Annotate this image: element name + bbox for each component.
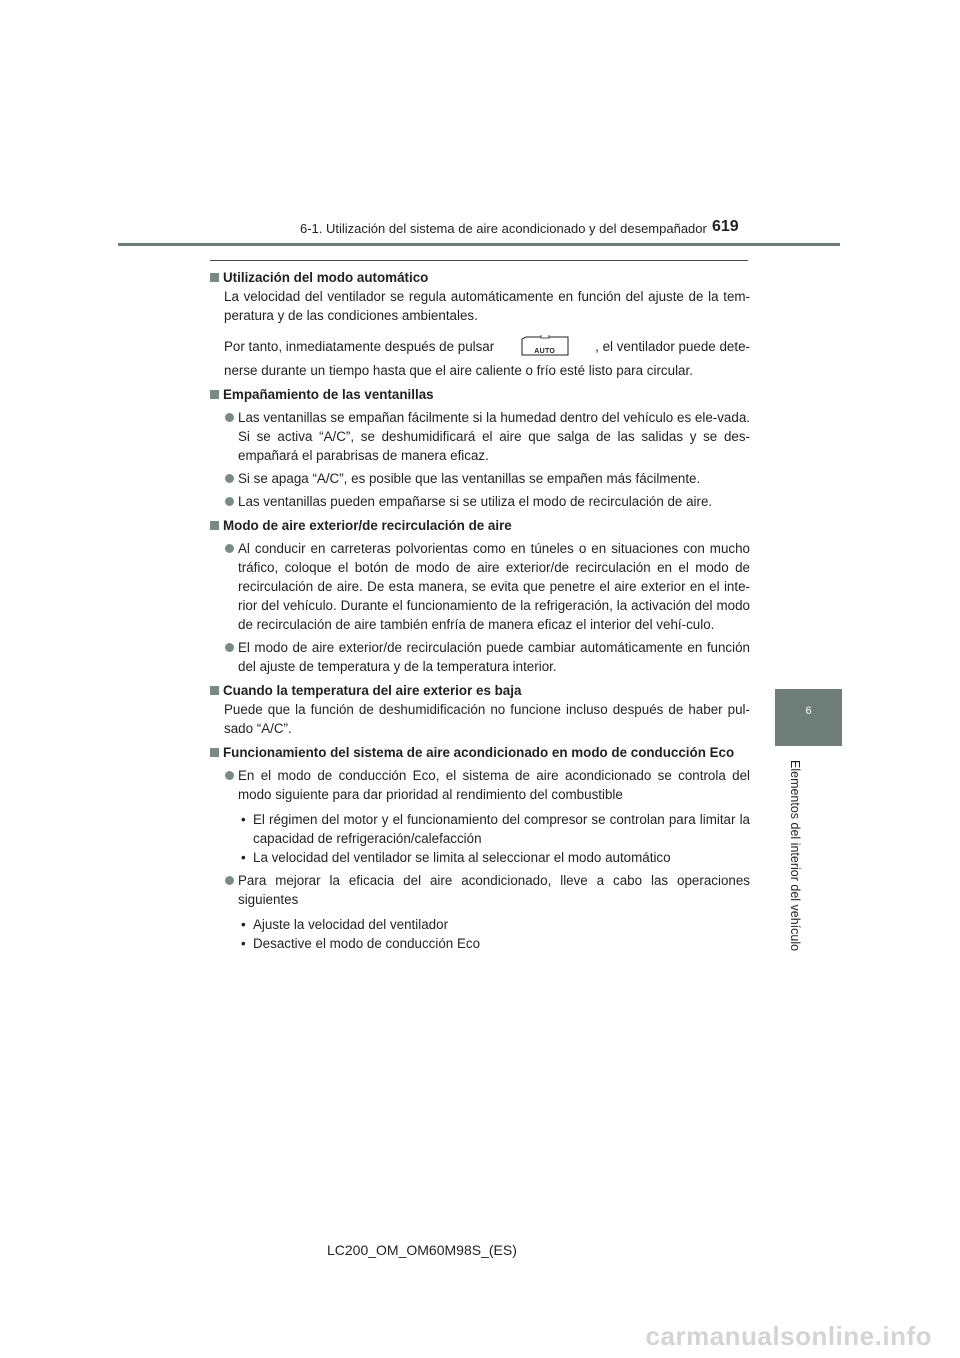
paragraph: nerse durante un tiempo hasta que el aire caliente o frío esté listo para circular. bbox=[224, 363, 693, 378]
round-bullet-icon bbox=[225, 876, 234, 885]
round-bullet-icon bbox=[225, 771, 234, 780]
bullet-item: Al conducir en carreteras polvorientas como en túneles o en situaciones con mucho tráfico, coloque el botón de modo de aire exterior/de recirculación en el modo de recirculación de aire. De esta manera, se evita que penetre el aire exterior en el inte-rior del vehículo. Durante el funcionamiento de la refrigeración, la activación del modo de recirculación de aire también enfría de manera eficaz el interior del vehí-culo. bbox=[210, 539, 750, 634]
sub-bullet-item: • El régimen del motor y el funcionamiento del compresor se controlan para limitar la capacidad de refrigeración/calefacción bbox=[241, 812, 750, 846]
document-code: LC200_OM_OM60M98S_(ES) bbox=[327, 1242, 517, 1258]
section-heading: Modo de aire exterior/de recirculación de aire bbox=[210, 516, 750, 535]
bullet-item: El modo de aire exterior/de recirculación puede cambiar automáticamente en función del ajuste de temperatura y de la temperatura interior. bbox=[210, 638, 750, 676]
section-heading: Utilización del modo automático bbox=[210, 268, 750, 287]
sub-bullet-marker: • bbox=[241, 917, 246, 932]
page-number: 619 bbox=[712, 218, 739, 235]
bullet-item: Las ventanillas pueden empañarse si se utiliza el modo de recirculación de aire. bbox=[210, 492, 750, 511]
paragraph: La velocidad del ventilador se regula automáticamente en función del ajuste de la tem-peratura y de las condiciones ambientales. bbox=[224, 289, 750, 323]
section-heading: Cuando la temperatura del aire exterior es baja bbox=[210, 681, 750, 700]
bullet-item: Para mejorar la eficacia del aire acondicionado, lleve a cabo las operaciones siguientes bbox=[210, 871, 750, 909]
section-heading: Funcionamiento del sistema de aire acondicionado en modo de conducción Eco bbox=[210, 743, 750, 762]
sub-bullet-marker: • bbox=[241, 936, 246, 951]
auto-button-icon: AUTO bbox=[520, 335, 570, 357]
chapter-tab-number: 6 bbox=[805, 705, 812, 717]
running-header-title: 6-1. Utilización del sistema de aire acondicionado y del desempañador bbox=[300, 221, 707, 236]
section-rule bbox=[210, 260, 748, 261]
sub-bullet-marker: • bbox=[241, 850, 246, 865]
square-bullet-icon bbox=[210, 390, 219, 399]
header-rule bbox=[118, 243, 840, 246]
chapter-tab bbox=[775, 689, 842, 746]
chapter-side-label bbox=[790, 760, 805, 960]
sub-bullet-marker: • bbox=[241, 812, 246, 827]
page-content bbox=[210, 268, 750, 953]
section-heading: Empañamiento de las ventanillas bbox=[210, 385, 750, 404]
paragraph-with-button: Por tanto, inmediatamente después de pulsar AUTO , el ventilador puede dete- bbox=[210, 331, 750, 361]
sub-bullet-item: • Desactive el modo de conducción Eco bbox=[241, 936, 481, 951]
round-bullet-icon bbox=[225, 544, 234, 553]
chapter-side-label-text: Elementos del interior del vehículo bbox=[788, 760, 802, 952]
bullet-item: Si se apaga “A/C”, es posible que las ventanillas se empañen más fácilmente. bbox=[210, 469, 750, 488]
square-bullet-icon bbox=[210, 686, 219, 695]
watermark: carmanualsonline.info bbox=[645, 1321, 932, 1351]
round-bullet-icon bbox=[225, 474, 234, 483]
bullet-item: En el modo de conducción Eco, el sistema de aire acondicionado se controla del modo siguiente para dar prioridad al rendimiento del combustible bbox=[210, 766, 750, 804]
bullet-item: Las ventanillas se empañan fácilmente si la humedad dentro del vehículo es ele-vada. Si se activa “A/C”, se deshumidificará el aire que salga de las salidas y se des-empañará el parabrisas de manera eficaz. bbox=[210, 408, 750, 465]
sub-bullet-item: • Ajuste la velocidad del ventilador bbox=[241, 917, 449, 932]
round-bullet-icon bbox=[225, 413, 234, 422]
sub-bullet-item: • La velocidad del ventilador se limita al seleccionar el modo automático bbox=[241, 850, 671, 865]
round-bullet-icon bbox=[225, 643, 234, 652]
round-bullet-icon bbox=[225, 497, 234, 506]
square-bullet-icon bbox=[210, 748, 219, 757]
square-bullet-icon bbox=[210, 273, 219, 282]
square-bullet-icon bbox=[210, 521, 219, 530]
paragraph: Puede que la función de deshumidificación no funcione incluso después de haber pul-sado “A/C”. bbox=[224, 702, 750, 736]
